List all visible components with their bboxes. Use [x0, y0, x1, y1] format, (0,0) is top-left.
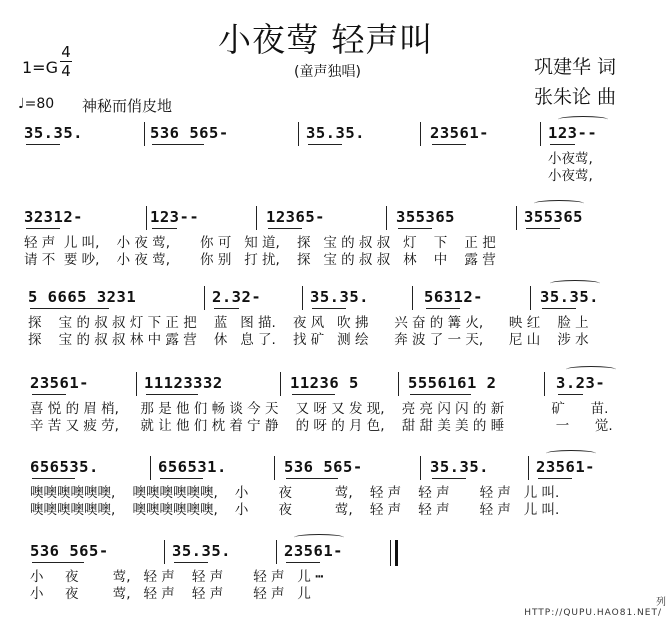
barline: [516, 206, 517, 230]
barline: [412, 286, 413, 310]
beam-line: [312, 308, 346, 309]
time-signature: [60, 44, 72, 79]
measure-notes: 23561-: [536, 458, 595, 476]
measure-notes: 355365: [396, 208, 455, 226]
measure-notes: 123--: [150, 208, 200, 226]
barline: [302, 286, 303, 310]
barline: [528, 456, 529, 480]
measure-notes: 23561-: [284, 542, 343, 560]
barline: [136, 372, 137, 396]
barline: [420, 122, 421, 146]
corner-mark: 列: [656, 597, 666, 608]
tempo-marking: ♩=80: [18, 96, 55, 112]
beam-line: [152, 144, 204, 145]
key-signature: 1=G: [22, 58, 58, 77]
measure-notes: 56312-: [424, 288, 483, 306]
lyric-line-1: 小 夜 莺, 轻 声 轻 声 轻 声 儿 ┅: [30, 569, 324, 585]
final-barline-thin: [390, 540, 391, 566]
beam-line: [30, 308, 109, 309]
barline: [530, 286, 531, 310]
beam-line: [268, 228, 302, 229]
beam-line: [308, 144, 342, 145]
beam-line: [432, 144, 466, 145]
beam-line: [152, 228, 177, 229]
beam-line: [286, 562, 320, 563]
barline: [164, 540, 165, 564]
watermark: HTTP://QUPU.HAO81.NET/: [524, 608, 662, 618]
measure-notes: 35.35.: [430, 458, 489, 476]
measure-notes: 23561-: [30, 374, 89, 392]
beam-line: [292, 394, 335, 395]
barline: [420, 456, 421, 480]
beam-line: [410, 394, 471, 395]
barline: [298, 122, 299, 146]
beam-line: [174, 562, 208, 563]
measure-notes: 5556161 2: [408, 374, 497, 392]
slur-mark: [550, 280, 600, 287]
measure-notes: 12365-: [266, 208, 325, 226]
barline: [204, 286, 205, 310]
barline: [540, 122, 541, 146]
subtitle: (童声独唱): [294, 64, 361, 80]
lyric-line-1: 喜 悦 的 眉 梢, 那 是 他 们 畅 谈 今 天 又 呀 又 发 现, 亮 亮 闪 闪 的 新 矿 苗.: [30, 401, 609, 417]
measure-notes: 11236 5: [290, 374, 359, 392]
beam-line: [432, 478, 466, 479]
barline: [256, 206, 257, 230]
barline: [386, 206, 387, 230]
lyric-line-1: 小夜莺,: [548, 151, 593, 167]
beam-line: [398, 228, 432, 229]
lyric-line-2: 探 宝 的 叔 叔 林 中 露 营 休 息 了. 找 矿 测 绘 奔 波 了 一 天, 尼 山 涉 水: [28, 332, 589, 348]
beam-line: [32, 394, 66, 395]
time-signature-bottom: 4: [61, 62, 71, 80]
measure-notes: 656531.: [158, 458, 227, 476]
lyric-line-1: 噢噢噢噢噢噢, 噢噢噢噢噢噢, 小 夜 莺, 轻 声 轻 声 轻 声 儿 叫.: [30, 485, 560, 501]
beam-line: [558, 394, 583, 395]
time-signature-top: 4: [61, 43, 71, 61]
measure-notes: 35.35.: [306, 124, 365, 142]
beam-line: [286, 478, 338, 479]
beam-line: [214, 308, 239, 309]
lyric-line-2: 噢噢噢噢噢噢, 噢噢噢噢噢噢, 小 夜 莺, 轻 声 轻 声 轻 声 儿 叫.: [30, 502, 560, 518]
expression-marking: 神秘而俏皮地: [82, 97, 173, 115]
barline: [274, 456, 275, 480]
lyric-line-1: 探 宝 的 叔 叔 灯 下 正 把 蓝 图 描. 夜 风 吹 拂 兴 奋 的 篝 火, 映 红 脸 上: [28, 315, 589, 331]
measure-notes: 536 565-: [150, 124, 229, 142]
beam-line: [146, 394, 198, 395]
barline: [150, 456, 151, 480]
barline: [398, 372, 399, 396]
beam-line: [160, 478, 203, 479]
lyric-line-1: 轻 声 儿 叫, 小 夜 莺, 你 可 知 道, 探 宝 的 叔 叔 灯 下 正 把: [24, 235, 496, 251]
barline: [144, 122, 145, 146]
beam-line: [26, 228, 60, 229]
beam-line: [526, 228, 560, 229]
barline: [146, 206, 147, 230]
barline: [544, 372, 545, 396]
slur-mark: [566, 366, 616, 373]
title: 小夜莺 轻声叫: [218, 20, 434, 59]
beam-line: [32, 478, 75, 479]
barline: [276, 540, 277, 564]
slur-mark: [534, 200, 584, 207]
beam-line: [538, 478, 572, 479]
slur-mark: [294, 534, 344, 541]
measure-notes: 3.23-: [556, 374, 606, 392]
measure-notes: 35.35.: [24, 124, 83, 142]
beam-line: [32, 562, 84, 563]
measure-notes: 536 565-: [30, 542, 109, 560]
measure-notes: 656535.: [30, 458, 99, 476]
lyricist-credit: 巩建华 词: [534, 56, 617, 78]
beam-line: [542, 308, 576, 309]
measure-notes: 35.35.: [172, 542, 231, 560]
measure-notes: 2.32-: [212, 288, 262, 306]
measure-notes: 355365: [524, 208, 583, 226]
lyric-line-2: 小夜莺,: [548, 168, 593, 184]
measure-notes: 11123332: [144, 374, 223, 392]
composer-credit: 张朱论 曲: [534, 86, 617, 108]
measure-notes: 32312-: [24, 208, 83, 226]
slur-mark: [546, 450, 596, 457]
slur-mark: [558, 116, 608, 123]
beam-line: [26, 144, 60, 145]
measure-notes: 35.35.: [310, 288, 369, 306]
measure-notes: 536 565-: [284, 458, 363, 476]
lyric-line-2: 辛 苦 又 疲 劳, 就 让 他 们 枕 着 宁 静 的 呀 的 月 色, 甜 甜 美 美 的 睡 一 觉.: [30, 418, 613, 434]
measure-notes: 123--: [548, 124, 598, 142]
barline: [280, 372, 281, 396]
final-barline-thick: [395, 540, 398, 566]
measure-notes: 35.35.: [540, 288, 599, 306]
lyric-line-2: 请 不 要 吵, 小 夜 莺, 你 别 打 扰, 探 宝 的 叔 叔 林 中 露 营: [24, 252, 496, 268]
measure-notes: 23561-: [430, 124, 489, 142]
beam-line: [426, 308, 460, 309]
beam-line: [550, 144, 575, 145]
lyric-line-2: 小 夜 莺, 轻 声 轻 声 轻 声 儿: [30, 586, 311, 602]
measure-notes: 5 6665 3231: [28, 288, 137, 306]
